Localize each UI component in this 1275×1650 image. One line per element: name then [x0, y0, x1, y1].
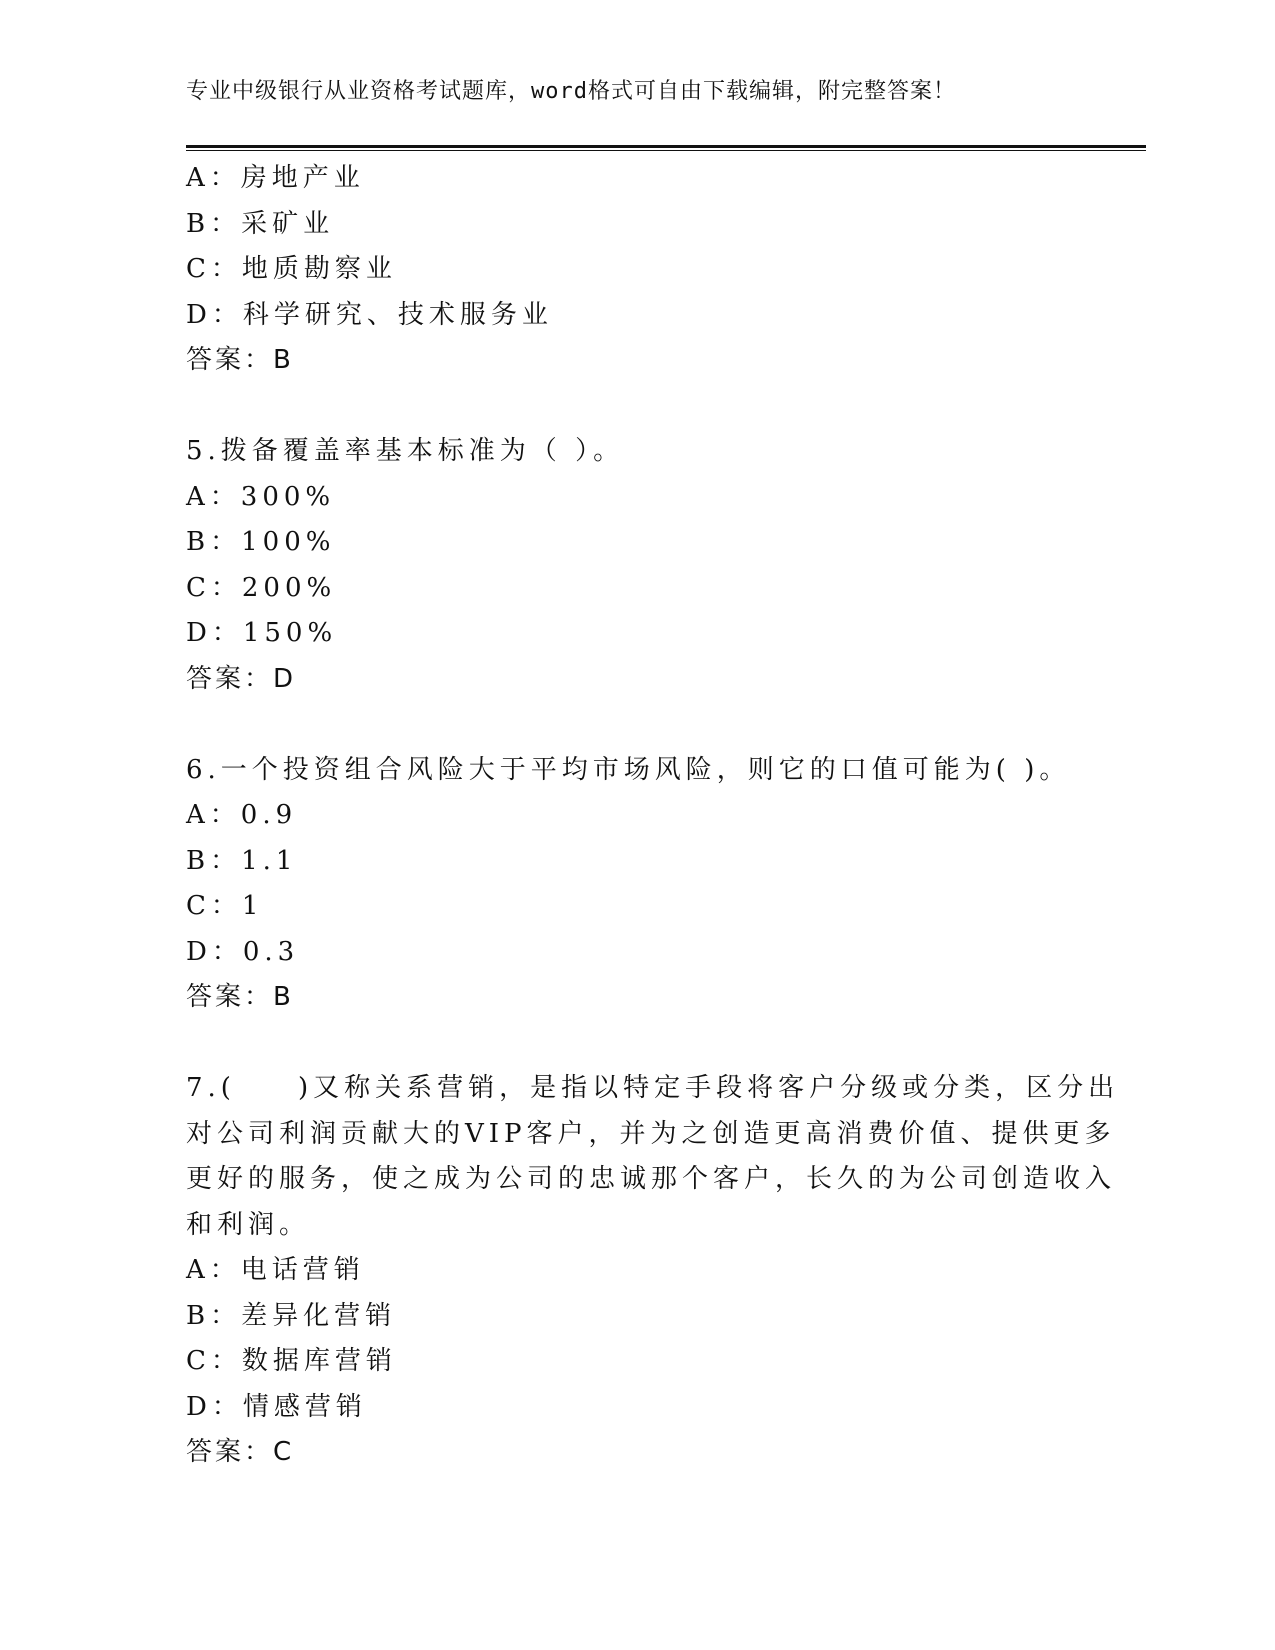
option-a: A：房地产业: [186, 163, 365, 193]
option-c: C：1: [186, 891, 264, 921]
header-rule-thin: [186, 150, 1146, 151]
question-list: [186, 156, 1120, 1476]
question-7: [186, 1066, 1120, 1476]
option-b: B：1.1: [186, 845, 298, 876]
option-b: B：差异化营销: [186, 1300, 397, 1331]
question-stem: 6.一个投资组合风险大于平均市场风险，则它的口值可能为( )。: [186, 754, 1071, 785]
answer-line: 答案：C: [186, 1437, 295, 1467]
header-rule-thick: [186, 145, 1146, 148]
answer-line: 答案：B: [186, 345, 294, 375]
question-stem-line-4: 和利润。: [186, 1209, 311, 1240]
question-stem-line-3: 更好的服务，使之成为公司的忠诚那个客户，长久的为公司创造收入: [186, 1164, 1117, 1194]
option-b: B：采矿业: [186, 208, 335, 239]
option-a: A：0.9: [186, 800, 298, 830]
question-stem: 5.拨备覆盖率基本标准为（ ）。: [186, 436, 625, 466]
document-header: 专业中级银行从业资格考试题库，word格式可自由下载编辑，附完整答案！: [186, 79, 956, 104]
option-c: C：地质勘察业: [186, 254, 397, 284]
question-stem-line-1: 7.( )又称关系营销，是指以特定手段将客户分级或分类，区分出: [186, 1073, 1120, 1103]
option-d: D：情感营销: [186, 1391, 367, 1422]
option-d: D：科学研究、技术服务业: [186, 299, 553, 330]
question-6: [186, 748, 1071, 1021]
option-c: C：数据库营销: [186, 1346, 397, 1376]
question-stem-line-2: 对公司利润贡献大的VIP客户，并为之创造更高消费价值、提供更多: [186, 1118, 1116, 1149]
option-a: A：电话营销: [186, 1255, 365, 1285]
question-4: [186, 156, 1066, 384]
spacer: [186, 702, 1066, 748]
spacer: [186, 1021, 1066, 1067]
option-d: D：0.3: [186, 936, 300, 967]
answer-line: 答案：D: [186, 663, 297, 694]
question-5: [186, 429, 1066, 702]
option-a: A：300%: [186, 481, 336, 512]
spacer: [186, 384, 1066, 430]
option-d: D：150%: [186, 618, 338, 648]
option-b: B：100%: [186, 527, 336, 557]
option-c: C：200%: [186, 572, 337, 603]
answer-line: 答案：B: [186, 982, 294, 1012]
